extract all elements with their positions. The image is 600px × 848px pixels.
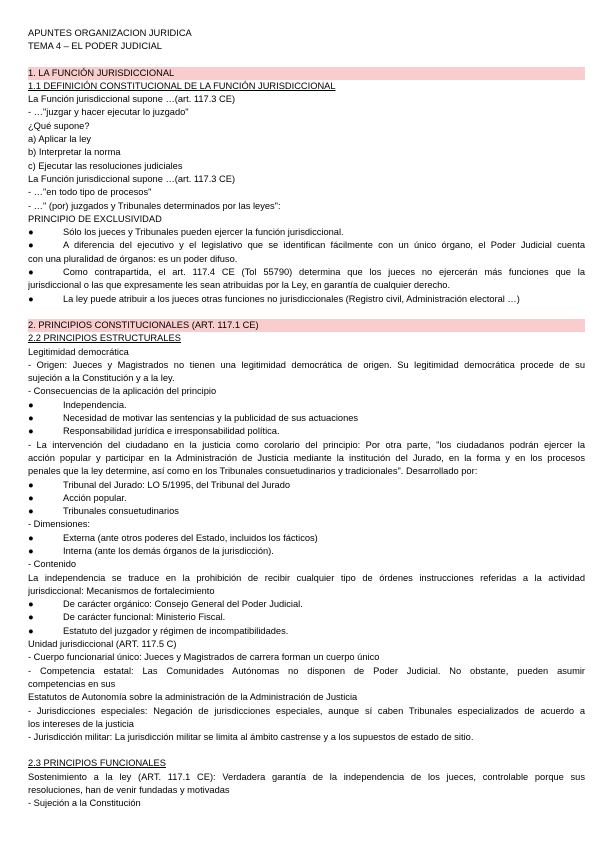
- paragraph-line: La Función jurisdiccional supone …(art. 117.3 CE): [28, 173, 236, 184]
- bullet-icon: ●: [28, 399, 34, 410]
- bullet-item: ● Tribunal del Jurado: LO 5/1995, del Tribunal del Jurado: [28, 479, 585, 492]
- bullet-icon: ●: [28, 625, 34, 636]
- bullet-item: ● Necesidad de motivar las sentencias y la publicidad de sus actuaciones: [28, 412, 585, 425]
- paragraph-line: c) Ejecutar las resoluciones judiciales: [28, 160, 183, 171]
- paragraph-line: - Jurisdicciones especiales: Negación de jurisdicciones especiales, aunque sí caben Tribunales especializados de acuerdo a: [28, 705, 585, 716]
- bullet-item: ● Independencia.: [28, 399, 585, 412]
- bullet-icon: ●: [28, 532, 34, 543]
- bullet-icon: ●: [28, 506, 34, 517]
- document-title: APUNTES ORGANIZACION JURIDICA: [28, 28, 192, 38]
- paragraph-line: Sostenimiento a la ley (ART. 117.1 CE): Verdadera garantía de la independencia de los jueces, controlable porque sus: [28, 771, 585, 782]
- bullet-item: ● De carácter orgánico: Consejo General del Poder Judicial.: [28, 598, 585, 611]
- paragraph-line: los intereses de la justicia: [28, 718, 134, 729]
- bullet-item: ● Sólo los jueces y Tribunales pueden ejercer la función jurisdiccional.: [28, 226, 585, 239]
- paragraph-line: - Competencia estatal: Las Comunidades Autónomas no disponen de Poder Judicial. No obstante, pueden asumir: [28, 665, 585, 676]
- bullet-icon: ●: [28, 293, 34, 304]
- paragraph-line: a) Aplicar la ley: [28, 134, 92, 145]
- paragraph-line: resoluciones, han de venir fundadas y motivadas: [28, 785, 230, 796]
- paragraph-line: acción popular y participar en la Administración de Justicia mediante la institución del Jurado, en la forma y en los procesos: [28, 452, 585, 463]
- principle-label: PRINCIPIO DE EXCLUSIVIDAD: [28, 213, 162, 224]
- paragraph-line: La Función jurisdiccional supone …(art. 117.3 CE): [28, 94, 236, 105]
- bullet-item: ● Acción popular.: [28, 492, 585, 505]
- section-heading-principios-constitucionales: 2. PRINCIPIOS CONSTITUCIONALES (ART. 117.1 CE): [28, 319, 585, 332]
- paragraph-line: La independencia se traduce en la prohibición de recibir cualquier tipo de órdenes instrucciones referidas a la actividad: [28, 572, 585, 583]
- paragraph-line: - …"en todo tipo de procesos": [28, 187, 152, 198]
- bullet-icon: ●: [28, 492, 34, 503]
- paragraph-line: b) Interpretar la norma: [28, 147, 121, 158]
- subheading-principios-estructurales: 2.2 PRINCIPIOS ESTRUCTURALES: [28, 333, 181, 344]
- paragraph-line: Estatutos de Autonomía sobre la administración de la Administración de Justicia: [28, 692, 358, 703]
- bullet-item: ● Estatuto del juzgador y régimen de incompatibilidades.: [28, 625, 585, 638]
- bullet-icon: ●: [28, 227, 34, 238]
- bullet-item: ● Tribunales consuetudinarios: [28, 505, 585, 518]
- paragraph-line: - …" (por) juzgados y Tribunales determinados por las leyes":: [28, 200, 281, 211]
- paragraph-line: penales que la ley determine, así como en los Tribunales consuetudinarios y tradicionales". Desarrollado por:: [28, 466, 478, 477]
- paragraph-line: jurisdiccional: Mecanismos de fortalecimiento: [28, 585, 215, 596]
- paragraph-line: - Sujeción a la Constitución: [28, 798, 141, 809]
- bullet-item: ● Como contrapartida, el art. 117.4 CE (Tol 55790) determina que los jueces no ejercerán más funciones que la: [28, 266, 585, 279]
- bullet-icon: ●: [28, 545, 34, 556]
- paragraph-line: - Cuerpo funcionarial único: Jueces y Magistrados de carrera forman un cuerpo único: [28, 652, 380, 663]
- section-heading-funcion-jurisdiccional: 1. LA FUNCIÓN JURISDICCIONAL: [28, 67, 585, 80]
- document-subtitle: TEMA 4 – EL PODER JUDICIAL: [28, 41, 162, 52]
- document-body: [28, 27, 585, 811]
- paragraph-line: ¿Qué supone?: [28, 120, 90, 131]
- paragraph-line: - Origen: Jueces y Magistrados no tienen una legitimidad democrática de origen. Su legitimidad democrática procede de su: [28, 359, 585, 370]
- bullet-icon: ●: [28, 426, 34, 437]
- bullet-icon: ●: [28, 599, 34, 610]
- paragraph-line: - Dimensiones:: [28, 519, 91, 530]
- paragraph-line: - …"juzgar y hacer ejecutar lo juzgado": [28, 107, 189, 118]
- bullet-item: ● Externa (ante otros poderes del Estado, incluidos los fácticos): [28, 532, 585, 545]
- bullet-item: ● La ley puede atribuir a los jueces otras funciones no jurisdiccionales (Registro civil, Administración electoral …): [28, 293, 585, 306]
- paragraph-line: Legitimidad democrática: [28, 346, 129, 357]
- paragraph-line: sujeción a la Constitución y a la ley.: [28, 373, 175, 384]
- bullet-item: ● Responsabilidad jurídica e irresponsabilidad política.: [28, 425, 585, 438]
- bullet-item: ● A diferencia del ejecutivo y el legislativo que se identifican fácilmente con un único órgano, el Poder Judicial cuenta: [28, 239, 585, 252]
- paragraph-line: jurisdiccional o las que expresamente les sean atribuidas por la Ley, en garantía de cualquier derecho.: [28, 280, 451, 291]
- bullet-icon: ●: [28, 612, 34, 623]
- bullet-icon: ●: [28, 240, 34, 251]
- paragraph-line: competencias en sus: [28, 678, 116, 689]
- subheading-definicion: 1.1 DEFINICIÓN CONSTITUCIONAL DE LA FUNCIÓN JURISDICCIONAL: [28, 80, 336, 91]
- bullet-icon: ●: [28, 479, 34, 490]
- bullet-icon: ●: [28, 267, 34, 278]
- paragraph-line: - La intervención del ciudadano en la justicia como corolario del principio: Por otra parte, "los ciudadanos podrán ejercer la: [28, 439, 585, 450]
- bullet-item: ● De carácter funcional: Ministerio Fiscal.: [28, 611, 585, 624]
- paragraph-line: - Contenido: [28, 559, 77, 570]
- paragraph-line: con una pluralidad de órganos: es un poder difuso.: [28, 253, 238, 264]
- subheading-principios-funcionales: 2.3 PRINCIPIOS FUNCIONALES: [28, 758, 166, 769]
- bullet-icon: ●: [28, 413, 34, 424]
- paragraph-line: - Jurisdicción militar: La jurisdicción militar se limita al ámbito castrense y a los supuestos de estado de sitio.: [28, 732, 474, 743]
- paragraph-line: Unidad jurisdiccional (ART. 117.5 C): [28, 639, 177, 650]
- bullet-item: ● Interna (ante los demás órganos de la jurisdicción).: [28, 545, 585, 558]
- paragraph-line: - Consecuencias de la aplicación del principio: [28, 386, 217, 397]
